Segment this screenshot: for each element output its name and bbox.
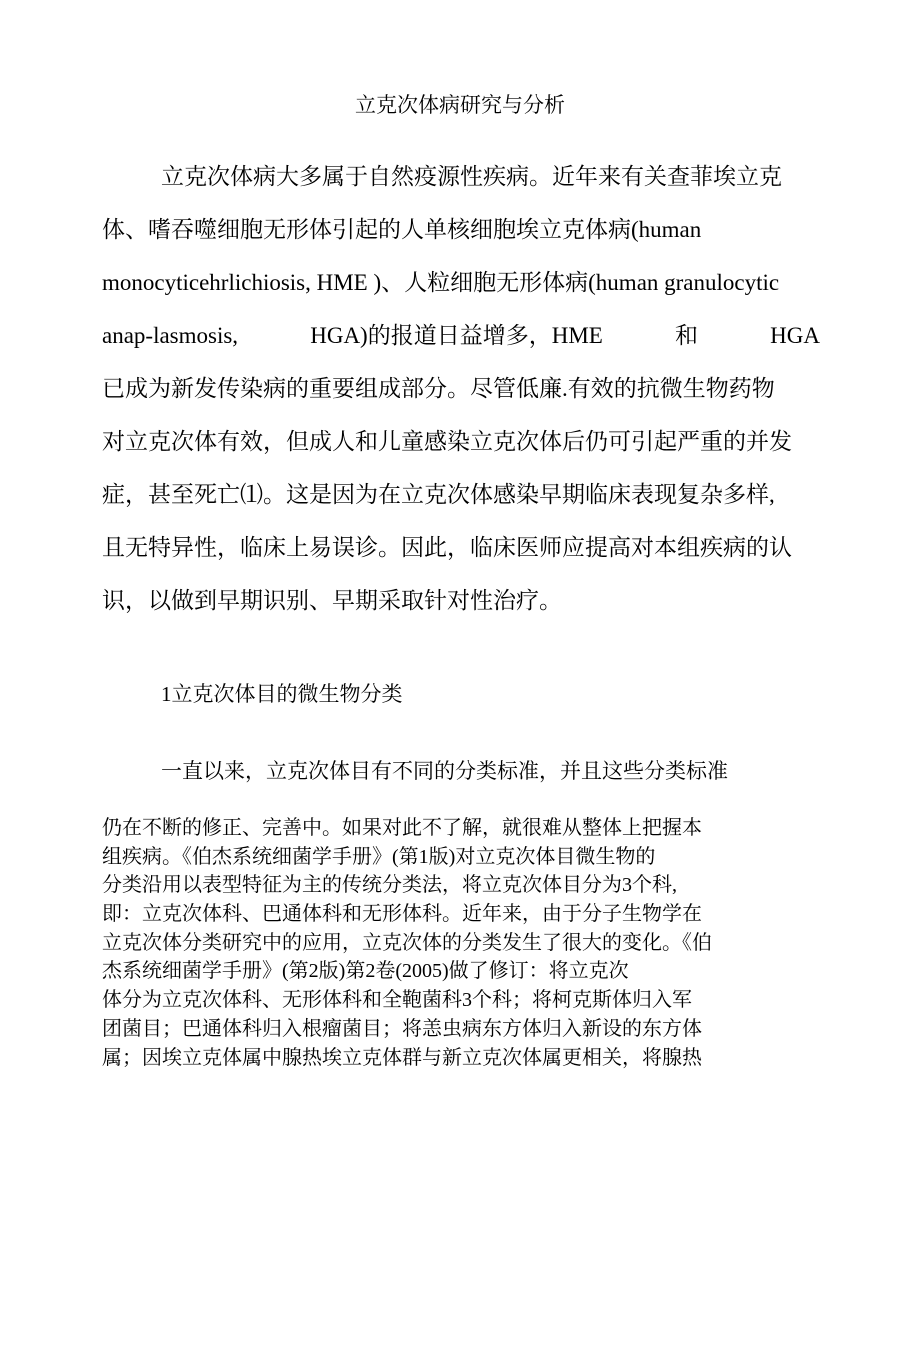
paragraph-line: 识，以做到早期识别、早期采取针对性治疗。	[102, 588, 562, 613]
paragraph-line: 仍在不断的修正、完善中。如果对此不了解，就很难从整体上把握本	[102, 817, 702, 839]
paragraph-line: 团菌目；巴通体科归入根瘤菌目；将恙虫病东方体归入新设的东方体	[102, 1017, 702, 1040]
paragraph-line: 分类沿用以表型特征为主的传统分类法，将立克次体目分为3个科,	[102, 874, 677, 897]
paragraph-line: 症，甚至死亡⑴。这是因为在立克次体感染早期临床表现复杂多样,	[102, 482, 775, 507]
paragraph-line: 属；因埃立克体属中腺热埃立克体群与新立克次体属更相关，将腺热	[102, 1046, 702, 1069]
paragraph-intro	[102, 160, 820, 637]
justified-word: HGA)的报道日益增多，HME	[310, 323, 603, 348]
paragraph-line: 组疾病。《伯杰系统细菌学手册》(第1版)对立克次体目微生物的	[102, 845, 656, 868]
paragraph-line: 对立克次体有效，但成人和儿童感染立克次体后仍可引起严重的并发	[102, 429, 792, 454]
paragraph-line: 杰系统细菌学手册》(第2版)第2卷(2005)做了修订：将立克次	[102, 960, 629, 983]
paragraph-line: 体、嗜吞噬细胞无形体引起的人单核细胞埃立克体病(human	[102, 217, 702, 242]
paragraph-line: monocyticehrlichiosis, HME )、人粒细胞无形体病(human granulocytic	[102, 270, 780, 295]
paragraph-line-justified	[102, 319, 820, 372]
paragraph-classification	[102, 815, 802, 1073]
paragraph-line: 且无特异性，临床上易误诊。因此，临床医师应提高对本组疾病的认	[102, 535, 792, 560]
section-heading: 1立克次体目的微生物分类	[161, 682, 403, 706]
justified-word: 和	[674, 323, 698, 348]
justified-word: HGA	[770, 323, 820, 348]
document-title: 立克次体病研究与分析	[355, 93, 565, 117]
paragraph-line: 立克次体分类研究中的应用，立克次体的分类发生了很大的变化。《伯	[102, 931, 712, 954]
paragraph-lead-line: 一直以来，立克次体目有不同的分类标准，并且这些分类标准	[161, 759, 728, 783]
paragraph-line: 体分为立克次体科、无形体科和全鞄菌科3个科；将柯克斯体归入军	[102, 989, 692, 1012]
paragraph-line: 立克次体病大多属于自然疫源性疾病。近年来有关查菲埃立克	[161, 164, 782, 189]
justified-word: anap-lasmosis,	[102, 323, 239, 348]
paragraph-line: 已成为新发传染病的重要组成部分。尽管低廉.有效的抗微生物药物	[102, 376, 775, 401]
paragraph-line: 即：立克次体科、巴通体科和无形体科。近年来，由于分子生物学在	[102, 903, 702, 926]
